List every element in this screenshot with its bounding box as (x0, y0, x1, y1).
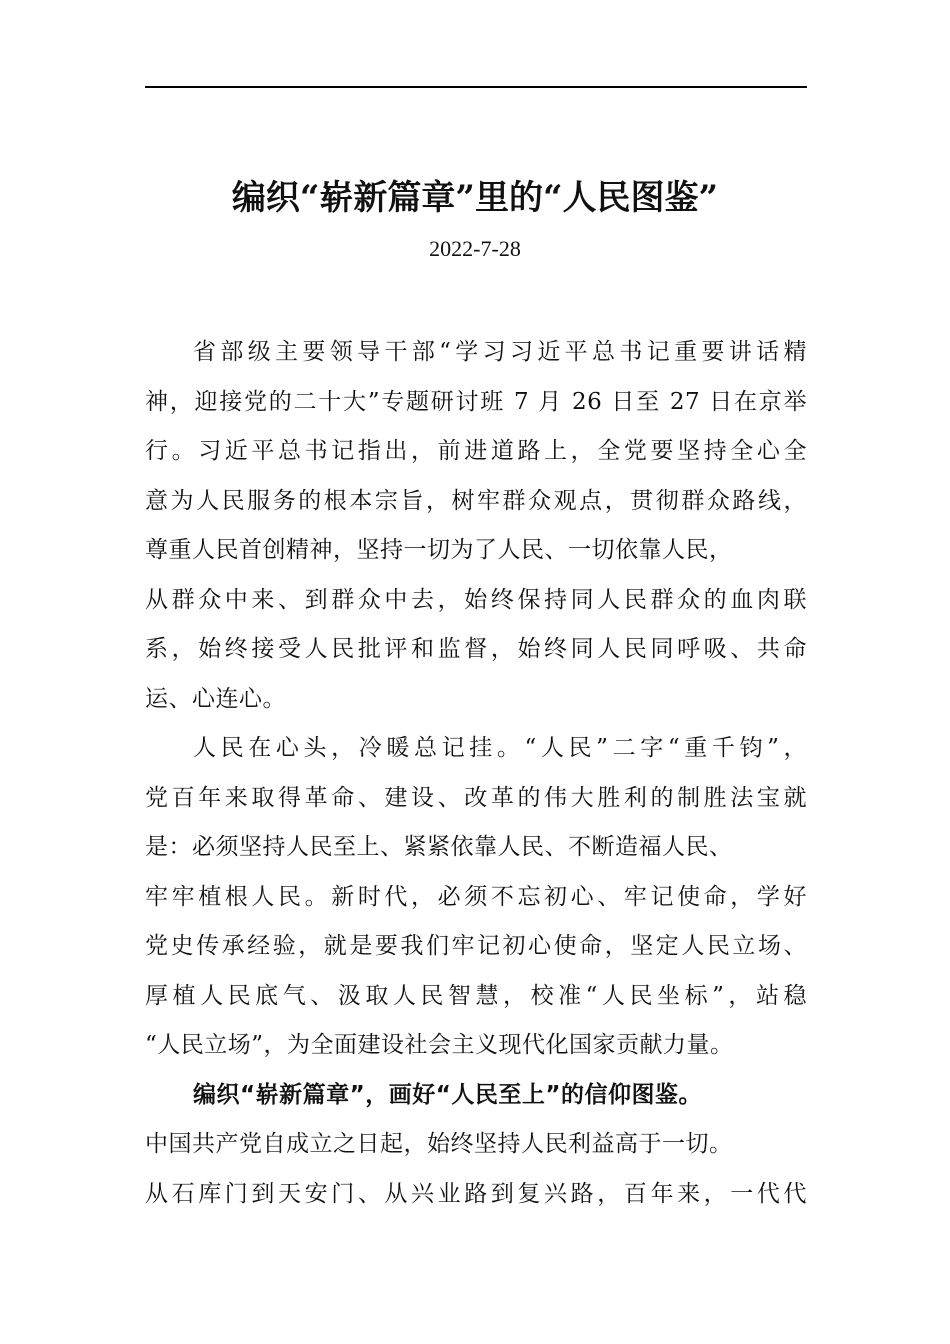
header-rule (145, 86, 807, 88)
document-title: 编织“崭新篇章”里的“人民图鉴” (231, 178, 719, 218)
paragraph-line: 党百年来取得革命、建设、改革的伟大胜利的制胜法宝就 (145, 784, 807, 811)
paragraph-line: 人民在心头，冷暖总记挂。“人民”二字“重千钧”， (193, 735, 807, 761)
section-heading: 编织“崭新篇章”，画好“人民至上”的信仰图鉴。 (193, 1081, 702, 1108)
paragraph-line: 尊重人民首创精神，坚持一切为了人民、一切依靠人民， (145, 537, 733, 563)
paragraph-line: 厚植人民底气、汲取人民智慧，校准“人民坐标”，站稳 (145, 982, 807, 1009)
paragraph-line: 省部级主要领导干部“学习习近平总书记重要讲话精 (193, 339, 807, 365)
paragraph-line: 系，始终接受人民批评和监督，始终同人民同呼吸、共命 (145, 636, 807, 662)
paragraph-line: 行。习近平总书记指出，前进道路上，全党要坚持全心全 (145, 438, 807, 464)
document-date: 2022-7-28 (429, 236, 521, 261)
paragraph-line: 中国共产党自成立之日起，始终坚持人民利益高于一切。 (145, 1131, 733, 1157)
paragraph-line: 牢牢植根人民。新时代，必须不忘初心、牢记使命，学好 (145, 883, 807, 910)
paragraph-line: 是：必须坚持人民至上、紧紧依靠人民、不断造福人民、 (145, 834, 733, 860)
paragraph-line: 从群众中来、到群众中去，始终保持同人民群众的血肉联 (145, 586, 807, 613)
paragraph-line: 神，迎接党的二十大”专题研讨班 7 月 26 日至 27 日在京举 (145, 388, 807, 415)
paragraph-line: 从石库门到天安门、从兴业路到复兴路，百年来，一代代 (145, 1180, 807, 1207)
paragraph-line: “人民立场”，为全面建设社会主义现代化国家贡献力量。 (145, 1032, 734, 1058)
paragraph-line: 意为人民服务的根本宗旨，树牢群众观点，贯彻群众路线， (145, 487, 807, 514)
document-body (145, 328, 807, 1219)
paragraph-line: 党史传承经验，就是要我们牢记初心使命，坚定人民立场、 (145, 933, 807, 959)
paragraph-line: 运、心连心。 (145, 685, 286, 712)
